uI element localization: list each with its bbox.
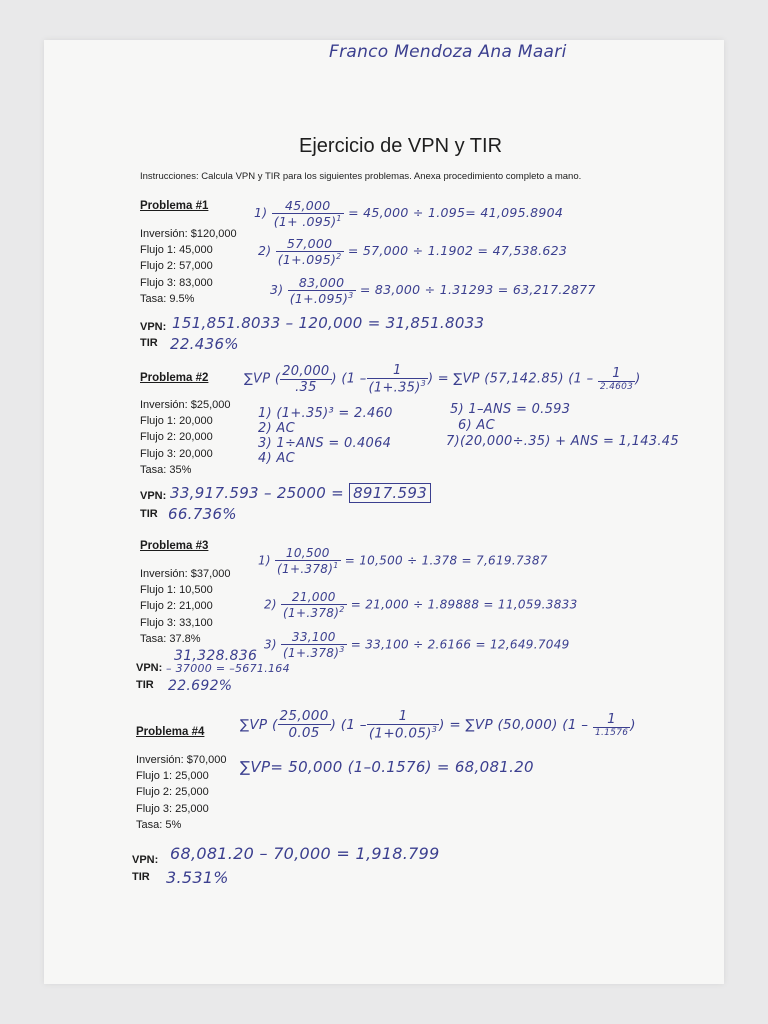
problem-1-vpn-value: 151,851.8033 – 120,000 = 31,851.8033 bbox=[172, 314, 485, 332]
problem-1-line: Flujo 1: 45,000 bbox=[140, 244, 213, 257]
problem-3-tir-label: TIR bbox=[136, 679, 154, 691]
problem-4-vpn-value: 68,081.20 – 70,000 = 1,918.799 bbox=[170, 844, 440, 863]
problem-2-line: Flujo 2: 20,000 bbox=[140, 431, 213, 444]
problem-3-line: Flujo 2: 21,000 bbox=[140, 600, 213, 613]
problem-4-tir-value: 3.531% bbox=[166, 868, 229, 887]
problem-2-tir-value: 66.736% bbox=[168, 505, 237, 523]
problem-4-tir-label: TIR bbox=[132, 871, 150, 883]
problem-2-formula: ∑VP ( $\frac{20,000}{.35}$ ) (1 – $\frac{1}{(1+.35)^3}$ ) = ∑VP (57,142.85) (1 – $\frac{1}{2.4603}$ ) bbox=[244, 363, 641, 396]
problem-1-line: Flujo 2: 57,000 bbox=[140, 260, 213, 273]
problem-1-line: Inversión: $120,000 bbox=[140, 228, 237, 240]
problem-2-line: Flujo 1: 20,000 bbox=[140, 415, 213, 428]
problem-4-formula: ∑VP ( $\frac{25,000}{0.05}$ ) (1 – $\frac{1}{(1+0.05)^3}$ ) = ∑VP (50,000) (1 – $\frac{1}{1.1576}$ ) bbox=[240, 708, 636, 742]
problem-2-tir-label: TIR bbox=[140, 508, 158, 520]
problem-1-title: Problema #1 bbox=[140, 200, 209, 212]
problem-2-step: 2) AC bbox=[258, 421, 295, 436]
problem-3-vpn-label: VPN: bbox=[136, 662, 163, 674]
problem-1-tir-value: 22.436% bbox=[170, 335, 239, 353]
problem-3-line: Inversión: $37,000 bbox=[140, 568, 231, 580]
problem-1-data bbox=[140, 226, 237, 307]
problem-2-steps-right bbox=[446, 402, 679, 450]
problem-3-step-3: 3) $\frac{33,100}{(1+.378)^3}$ = 33,100 ÷ 2.6166 = 12,649.7049 bbox=[264, 630, 570, 660]
problem-2-step: 5) 1–ANS = 0.593 bbox=[450, 402, 571, 417]
problem-2-step: 1) (1+.35)³ = 2.460 bbox=[258, 406, 393, 421]
problem-3-line: Flujo 3: 33,100 bbox=[140, 616, 213, 629]
problem-3-step-2: 2) $\frac{21,000}{(1+.378)^2}$ = 21,000 ÷ 1.89888 = 11,059.3833 bbox=[264, 590, 578, 620]
problem-1-step-1: 1) $\frac{45,000}{(1+ .095)^1}$ = 45,000 ÷ 1.095= 41,095.8904 bbox=[254, 198, 564, 230]
problem-4-title: Problema #4 bbox=[136, 726, 205, 738]
problem-4-line: Tasa: 5% bbox=[136, 818, 182, 831]
problem-2-step: 7)(20,000÷.35) + ANS = 1,143.45 bbox=[446, 434, 679, 449]
problem-3-tir-value: 22.692% bbox=[168, 678, 233, 694]
problem-2-step: 3) 1÷ANS = 0.4064 bbox=[258, 436, 392, 451]
problem-3-line: Tasa: 37.8% bbox=[140, 632, 201, 645]
page-title: Ejercicio de VPN y TIR bbox=[299, 135, 503, 157]
problem-1-line: Flujo 3: 83,000 bbox=[140, 276, 213, 289]
worksheet-page bbox=[44, 40, 724, 984]
problem-1-line: Tasa: 9.5% bbox=[140, 292, 195, 305]
problem-2-vpn-value: 33,917.593 – 25000 = 8917.593 bbox=[170, 484, 431, 502]
problem-2-vpn-label: VPN: bbox=[140, 490, 167, 502]
problem-3-vpn-line1: 31,328.836 bbox=[174, 648, 258, 664]
problem-2-step: 4) AC bbox=[258, 451, 295, 466]
problem-1-vpn-label: VPN: bbox=[140, 321, 167, 333]
problem-4-line2: ∑VP= 50,000 (1–0.1576) = 68,081.20 bbox=[240, 758, 534, 776]
problem-4-line: Flujo 3: 25,000 bbox=[136, 802, 209, 815]
problem-2-line: Inversión: $25,000 bbox=[140, 399, 231, 411]
problem-4-data bbox=[136, 752, 227, 833]
problem-1-tir-label: TIR bbox=[140, 337, 158, 349]
problem-2-steps-left bbox=[258, 406, 393, 466]
problem-1-step-3: 3) $\frac{83,000}{(1+.095)^3}$ = 83,000 ÷ 1.31293 = 63,217.2877 bbox=[270, 275, 596, 307]
instructions-text: Instrucciones: Calcula VPN y TIR para los siguientes problemas. Anexa procedimiento completo a mano. bbox=[140, 171, 582, 182]
student-name: Franco Mendoza Ana Maari bbox=[329, 42, 567, 62]
problem-2-data bbox=[140, 397, 231, 478]
boxed-result: 8917.593 bbox=[349, 483, 431, 503]
problem-1-step-2: 2) $\frac{57,000}{(1+.095)^2}$ = 57,000 ÷ 1.1902 = 47,538.623 bbox=[258, 236, 568, 268]
problem-3-vpn-line2: – 37000 = –5671.164 bbox=[166, 662, 290, 675]
problem-2-line: Flujo 3: 20,000 bbox=[140, 447, 213, 460]
problem-4-line: Flujo 2: 25,000 bbox=[136, 786, 209, 799]
problem-3-line: Flujo 1: 10,500 bbox=[140, 584, 213, 597]
problem-3-data bbox=[140, 566, 231, 647]
problem-2-line: Tasa: 35% bbox=[140, 463, 192, 476]
problem-4-line: Flujo 1: 25,000 bbox=[136, 770, 209, 783]
problem-3-title: Problema #3 bbox=[140, 540, 209, 552]
problem-2-step: 6) AC bbox=[458, 418, 495, 433]
problem-2-title: Problema #2 bbox=[140, 372, 209, 384]
problem-4-line: Inversión: $70,000 bbox=[136, 754, 227, 766]
problem-3-step-1: 1) $\frac{10,500}{(1+.378)^1}$ = 10,500 ÷ 1.378 = 7,619.7387 bbox=[258, 546, 548, 576]
problem-4-vpn-label: VPN: bbox=[132, 854, 159, 866]
